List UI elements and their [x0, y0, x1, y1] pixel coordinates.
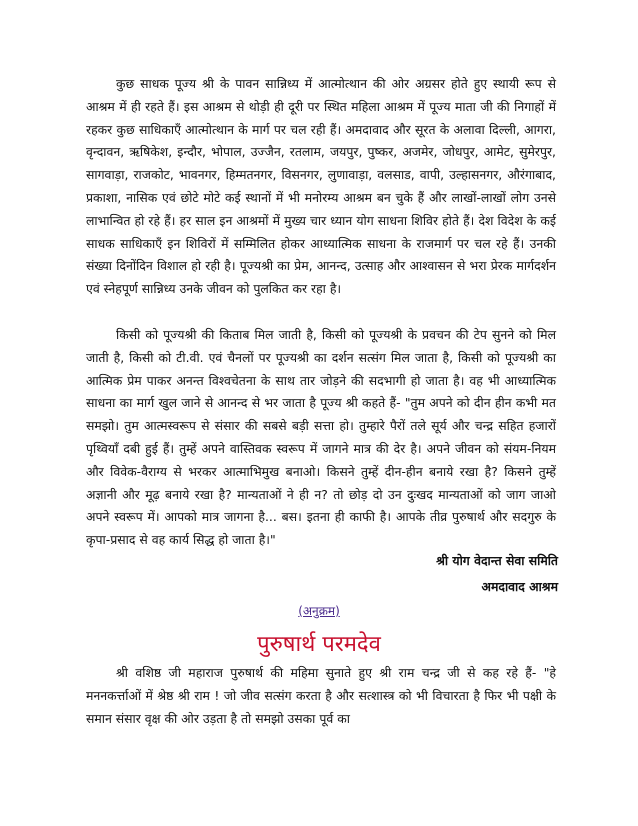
signature-ashram: अमदावाद आश्रम — [481, 579, 558, 594]
section-heading: पुरुषार्थ परमदेव — [257, 632, 381, 657]
paragraph-pujyashri-message: किसी को पूज्यश्री की किताब मिल जाती है, किसी को पूज्यश्री के प्रवचन की टेप सुनने को मिल जाती है, किसी को टी.वी. एवं चैनलों पर पूज्यश्री का दर्शन सत्संग मिल जाता है, किसी को पूज्यश्री का आत्मिक प्रेम पाकर अनन्त विश्वचेतना के साथ तार जोड़ने की सदभागी हो जाता है। वह भी आध्यात्मिक साधना का मार्ग खुल जाने से आनन्द से भर जाता है पूज्य श्री कहते हैं- "तुम अपने को दीन हीन कभी मत समझो। तुम आत्मस्वरूप से संसार की सबसे बड़ी सत्ता हो। तुम्हारे पैरों तले सूर्य और चन्द्र सहित हजारों पृथ्वियाँ दबी हुई हैं। तुम्हें अपने वास्तिवक स्वरूप में जागने मात्र की देर है। अपने जीवन को संयम-नियम और विवेक-वैराग्य से भरकर आत्माभिमुख बनाओ। किसने तुम्हें दीन-हीन बनाये रखा है? किसने तुम्हें अज्ञानी और मूढ़ बनाये रखा है? मान्यताओं ने ही न? तो छोड़ दो उन दुःखद मान्यताओं को जाग जाओ अपने स्वरूप में। आपको मात्र जागना है... बस। इतना ही काफी है। आपके तीव्र पुरुषार्थ और सदगुरु के कृपा-प्रसाद से वह कार्य सिद्ध हो जाता है।" — [86, 327, 556, 548]
paragraph-ashram-intro: कुछ साधक पूज्य श्री के पावन सान्निध्य में आत्मोत्थान की ओर अग्रसर होते हुए स्थायी रूप से आश्रम में ही रहते हैं। इस आश्रम से थोड़ी ही दूरी पर स्थित महिला आश्रम में पूज्य माता जी की निगाहों में रहकर कुछ साधिकाएँ आत्मोत्थान के मार्ग पर चल रही हैं। अमदावाद और सूरत के अलावा दिल्ली, आगरा, वृन्दावन, ऋषिकेश, इन्दौर, भोपाल, उज्जैन, रतलाम, जयपुर, पुष्कर, अजमेर, जोधपुर, आमेट, सुमेरपुर, सागवाड़ा, राजकोट, भावनगर, हिम्मतनगर, विसनगर, लुणावाड़ा, वलसाड, वापी, उल्हासनगर, औरंगाबाद, प्रकाशा, नासिक एवं छोटे मोटे कई स्थानों में भी मनोरम्य आश्रम बन चुके हैं और लाखों-लाखों लोग उनसे लाभान्वित हो रहे हैं। हर साल इन आश्रमों में मुख्य चार ध्यान योग साधना शिविर होते हैं। देश विदेश के कई साधक साधिकाएँ इन शिविरों में सम्मिलित होकर आध्यात्मिक साधना के राजमार्ग पर चल रहे हैं। उनकी संख्या दिनोंदिन विशाल हो रही है। पूज्यश्री का प्रेम, आनन्द, उत्साह और आश्वासन से भरा प्रेरक मार्गदर्शन एवं स्नेहपूर्ण सान्निध्य उनके जीवन को पुलकित कर रहा है। — [86, 76, 556, 297]
signature-samiti: श्री योग वेदान्त सेवा समिति — [436, 553, 558, 568]
paragraph-vashishtha: श्री वशिष्ठ जी महाराज पुरुषार्थ की महिमा सुनाते हुए श्री राम चन्द्र जी से कह रहे हैं- "हे मननकर्त्ताओं में श्रेष्ठ श्री राम ! जो जीव सत्संग करता है और सत्शास्त्र को भी विचारता है फिर भी पक्षी के समान संसार वृक्ष की ओर उड़ता है तो समझो उसका पूर्व का — [86, 665, 556, 726]
table-of-contents-link[interactable]: (अनुक्रम) — [298, 604, 340, 618]
